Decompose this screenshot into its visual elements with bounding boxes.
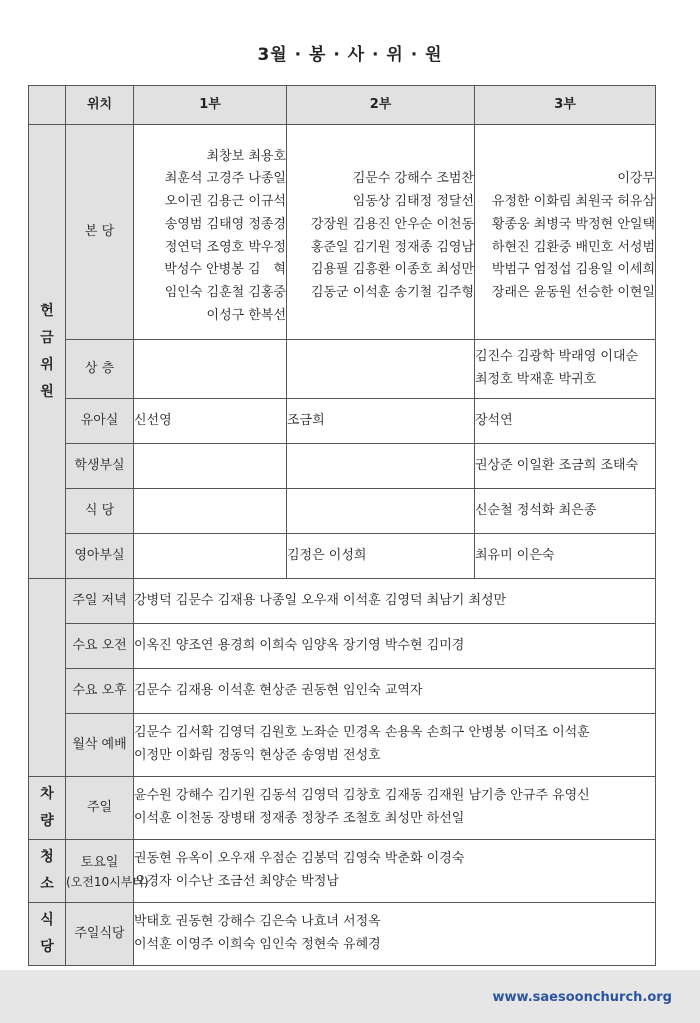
group-cheongso xyxy=(29,840,66,903)
bondang-col2: 김문수 강해수 조범찬 임동상 김태정 정달선 강장원 김용진 안우순 이천동 홍준일 김기원 정재종 김영남 김용필 김흥환 이종호 최성만 김동군 이석훈 송기철 김주형 xyxy=(287,125,475,340)
bondang-col1: 최창보 최용호 최훈석 고경주 나종일 오이권 김용근 이규석 송영범 김태영 정종경 정연덕 조영호 박우정 박성수 안병봉 김 혁 임인숙 김훈철 김홍중 이성구 한복선 xyxy=(134,125,287,340)
row-label-clean: 토요일 (오전10시부터) xyxy=(66,840,134,903)
group-heongeum-cont xyxy=(29,579,66,777)
sikdang-col3: 신순철 정석화 최은종 xyxy=(475,489,656,534)
header-blank xyxy=(29,86,66,125)
yuasil-col2: 조금희 xyxy=(287,399,475,444)
wed-pm-names: 김문수 김재용 이석훈 현상준 권동현 임인숙 교역자 xyxy=(134,669,656,714)
row-label-jueil-evening: 주일 저녁 xyxy=(66,579,134,624)
group-label: 헌 금 위 원 xyxy=(40,302,54,400)
row-label-wolsak: 월삭 예배 xyxy=(66,714,134,777)
jueil-evening-names: 강병덕 김문수 김재용 나종일 오우재 이석훈 김영덕 최남기 최성만 xyxy=(134,579,656,624)
table-row xyxy=(29,444,656,489)
group-label: 청 소 xyxy=(40,849,54,892)
sangcheung-col1 xyxy=(134,340,287,399)
table-row xyxy=(29,579,656,624)
row-label-haksaeng: 학생부실 xyxy=(66,444,134,489)
table-row xyxy=(29,489,656,534)
table-row xyxy=(29,714,656,777)
group-sikdang xyxy=(29,903,66,966)
meal-names: 박태호 권동현 강해수 김은숙 나효녀 서정옥 이석훈 이영주 이희숙 임인숙 정현숙 유혜경 xyxy=(134,903,656,966)
group-charyang xyxy=(29,777,66,840)
yeongabu-col2: 김정은 이성희 xyxy=(287,534,475,579)
table-row xyxy=(29,340,656,399)
header-position: 위치 xyxy=(66,86,134,125)
yuasil-col3: 장석연 xyxy=(475,399,656,444)
sangcheung-col3: 김진수 김광학 박래영 이대순 최정호 박재훈 박귀호 xyxy=(475,340,656,399)
sangcheung-col2 xyxy=(287,340,475,399)
table-row xyxy=(29,125,656,340)
wed-am-names: 이옥진 양조연 용경희 이희숙 임양옥 장기영 박수현 김미경 xyxy=(134,624,656,669)
table-row xyxy=(29,669,656,714)
header-col1: 1부 xyxy=(134,86,287,125)
row-label-sangcheung: 상 층 xyxy=(66,340,134,399)
group-heongeum xyxy=(29,125,66,579)
row-label-car: 주일 xyxy=(66,777,134,840)
row-label-meal: 주일식당 xyxy=(66,903,134,966)
table-row xyxy=(29,399,656,444)
row-label-bondang: 본 당 xyxy=(66,125,134,340)
sikdang-col1 xyxy=(134,489,287,534)
wolsak-names: 김문수 김서확 김영덕 김원호 노좌순 민경옥 손용옥 손희구 안병봉 이덕조 이석훈 이정만 이화림 정동익 현상준 송영범 전성호 xyxy=(134,714,656,777)
table-row xyxy=(29,840,656,903)
row-label-wed-am: 수요 오전 xyxy=(66,624,134,669)
sikdang-col2 xyxy=(287,489,475,534)
table-row xyxy=(29,624,656,669)
yeongabu-col1 xyxy=(134,534,287,579)
table-row xyxy=(29,903,656,966)
car-names: 윤수원 강해수 김기원 김동석 김영덕 김창호 김재동 김재원 남기층 안규주 유영신 이석훈 이천동 장병태 정재종 정창주 조철호 최성만 하선일 xyxy=(134,777,656,840)
page-title: 3월 · 봉 · 사 · 위 · 원 xyxy=(257,45,443,65)
group-label: 차 량 xyxy=(40,786,54,829)
header-col2: 2부 xyxy=(287,86,475,125)
group-label: 식 당 xyxy=(40,912,54,955)
haksaeng-col2 xyxy=(287,444,475,489)
clean-names: 권동현 유옥이 오우재 우점순 김봉덕 김영숙 박춘화 이경숙 오경자 이수난 조금선 최양순 박정남 xyxy=(134,840,656,903)
header-col3: 3부 xyxy=(475,86,656,125)
table-row xyxy=(29,534,656,579)
haksaeng-col1 xyxy=(134,444,287,489)
header-row xyxy=(29,86,656,125)
website-link[interactable]: www.saesoonchurch.org xyxy=(492,990,672,1005)
row-label-yuasil: 유아실 xyxy=(66,399,134,444)
yeongabu-col3: 최유미 이은숙 xyxy=(475,534,656,579)
row-label-sikdang: 식 당 xyxy=(66,489,134,534)
bondang-col3: 이강무 유정한 이화림 최원국 허유삼 황종웅 최병국 박정현 안일택 하현진 김환중 배민호 서성범 박범구 엄정섭 김용일 이세희 장래은 윤동원 선승한 이현일 xyxy=(475,125,656,340)
haksaeng-col3: 권상준 이일환 조금희 조태숙 xyxy=(475,444,656,489)
row-label-yeongabu: 영아부실 xyxy=(66,534,134,579)
row-label-wed-pm: 수요 오후 xyxy=(66,669,134,714)
volunteer-table xyxy=(28,85,656,966)
table-row xyxy=(29,777,656,840)
footer-bar xyxy=(0,970,700,1023)
yuasil-col1: 신선영 xyxy=(134,399,287,444)
